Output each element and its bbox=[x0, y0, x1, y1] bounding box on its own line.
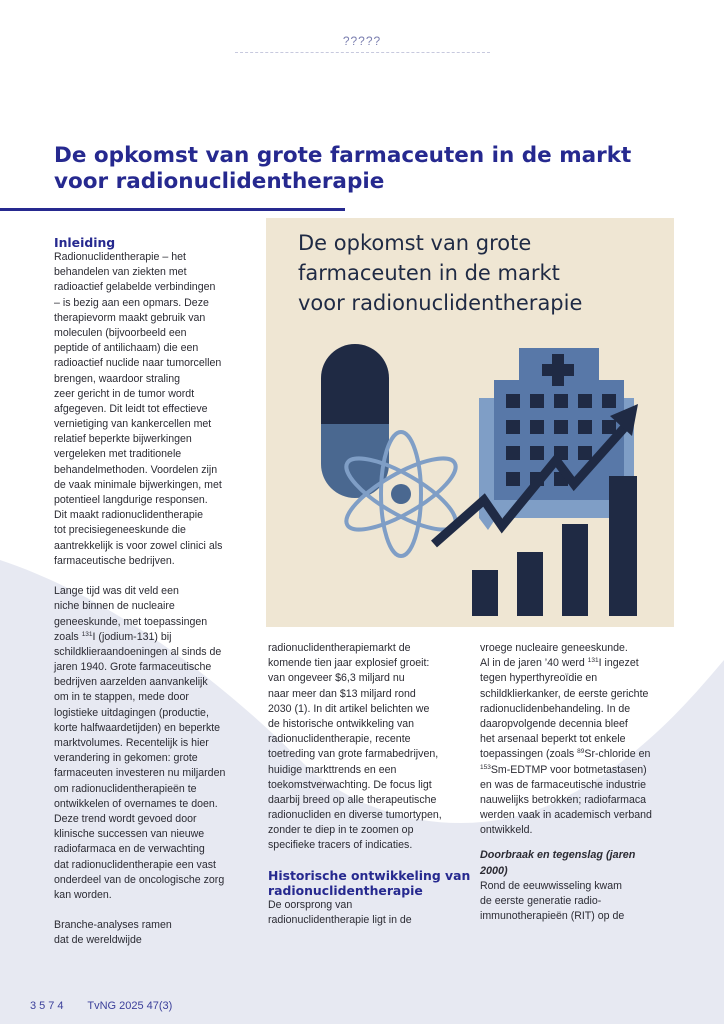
text-line: potentieel langdurige responsen. bbox=[54, 494, 208, 506]
subheading-doorbraak bbox=[480, 848, 680, 878]
figure-title-line: voor radionuclidentherapie bbox=[298, 291, 583, 315]
text-line: daarbij breed op alle therapeutische bbox=[268, 793, 437, 806]
text-line: brengen, waardoor straling bbox=[54, 372, 181, 385]
text-line: aantrekkelijk is voor zowel clinici als bbox=[54, 539, 223, 552]
text-line: Radionuclidentherapie – het bbox=[54, 251, 186, 263]
isotope-superscript: 153 bbox=[480, 763, 491, 771]
subheading-line: Doorbraak en tegenslag (jaren bbox=[480, 849, 636, 862]
text-line: radionuclidentherapie ligt in de bbox=[268, 913, 412, 926]
text-line: Lange tijd was dit veld een bbox=[54, 585, 179, 598]
figure-title-line: farmaceuten in de markt bbox=[298, 261, 560, 285]
text-line: tegen hyperthyreoïdie en bbox=[480, 672, 598, 685]
text-line: radiofarmaca en de verwachting bbox=[54, 843, 205, 856]
text-line: nauwelijks betrokken; radiofarmaca bbox=[480, 793, 647, 806]
figure-title-line: De opkomst van grote bbox=[298, 231, 532, 255]
text-line: komende tien jaar explosief groeit: bbox=[268, 657, 430, 670]
paragraph bbox=[480, 879, 680, 925]
isotope-superscript: 131 bbox=[587, 657, 599, 665]
text-line: marktvolumes. Recentelijk is hier bbox=[54, 737, 209, 749]
text-line: Dit maakt radionuclidentherapie bbox=[54, 509, 203, 522]
text-line: therapievorm maakt gebruik van bbox=[54, 311, 206, 324]
text-line bbox=[480, 747, 680, 762]
text-line: schildklierkanker, de eerste gerichte bbox=[480, 687, 649, 700]
text-line: afgegeven. Dit leidt tot effectieve bbox=[54, 402, 208, 415]
text-fragment: Al in de jaren ’40 werd bbox=[480, 657, 588, 670]
text-line: behandelmethoden. Voordelen zijn bbox=[54, 463, 218, 476]
text-line: zeer gericht in de tumor wordt bbox=[54, 387, 195, 400]
text-line: om radionuclidentherapieën te bbox=[54, 782, 197, 795]
text-line: dat de wereldwijde bbox=[54, 934, 142, 947]
subheading-line: 2000) bbox=[480, 864, 508, 877]
text-line: tot precisiegeneeskunde die bbox=[54, 524, 186, 537]
text-fragment: I ingezet bbox=[598, 657, 639, 670]
text-line: farmaceutische bedrijven. bbox=[54, 554, 175, 567]
text-line: bedrijven aarzelden aanvankelijk bbox=[54, 676, 208, 689]
text-fragment: Sr-chloride en bbox=[584, 748, 651, 761]
text-line: radionucliden en diverse tumortypen, bbox=[268, 809, 442, 822]
text-line: zonder te diep in te zoomen op bbox=[268, 824, 414, 837]
text-line: specifieke tracers of indicaties. bbox=[268, 839, 413, 852]
text-line: van ongeveer $6,3 miljard nu bbox=[268, 672, 405, 685]
paragraph bbox=[268, 898, 468, 928]
text-line: ontwikkeld. bbox=[480, 824, 533, 837]
article-figure bbox=[266, 218, 674, 627]
text-line: immunotherapieën (RIT) op de bbox=[480, 910, 625, 923]
isotope-superscript: 89 bbox=[577, 748, 585, 756]
text-line: naar meer dan $13 miljard rond bbox=[268, 687, 416, 700]
text-fragment: Sm-EDTMP voor botmetastasen) bbox=[490, 763, 647, 776]
text-line: de historische ontwikkeling van bbox=[268, 717, 415, 730]
text-fragment: zoals bbox=[54, 630, 82, 643]
section-heading-inleiding: Inleiding bbox=[54, 235, 116, 250]
paragraph-2 bbox=[54, 645, 259, 903]
text-line: dat radionuclidentherapie een vast bbox=[54, 858, 216, 871]
text-line: radionuclidentherapie, recente bbox=[268, 733, 411, 746]
text-line: Branche-analyses ramen bbox=[54, 919, 172, 932]
text-line: vernietiging van kankercellen met bbox=[54, 418, 212, 431]
page-footer bbox=[30, 1000, 172, 1012]
heading-line: radionuclidentherapie bbox=[268, 882, 423, 898]
text-line: radionuclidenbehandeling. In de bbox=[480, 702, 631, 715]
heading-line: Historische ontwikkeling van bbox=[268, 867, 471, 883]
header-mark: ????? bbox=[342, 34, 382, 48]
text-line: vroege nucleaire geneeskunde. bbox=[480, 642, 628, 654]
column-3 bbox=[480, 641, 680, 924]
title-line: voor radionuclidentherapie bbox=[54, 169, 385, 194]
text-line: kan worden. bbox=[54, 888, 112, 901]
paragraph bbox=[480, 778, 680, 839]
text-fragment: I (jodium-131) bij bbox=[92, 630, 172, 643]
text-line: de vaak minimale bijwerkingen, met bbox=[54, 478, 222, 491]
paragraph-3 bbox=[54, 918, 259, 948]
figure-title bbox=[298, 228, 668, 318]
text-line: logistieke uitdagingen (productie, bbox=[54, 706, 209, 719]
journal-citation: TvNG 2025 47(3) bbox=[87, 1000, 173, 1012]
text-line bbox=[480, 763, 680, 778]
text-line bbox=[480, 656, 680, 671]
text-line: toekomstverwachting. De focus ligt bbox=[268, 778, 432, 791]
column-2 bbox=[268, 641, 471, 928]
text-line: relatief beperkte bijwerkingen bbox=[54, 433, 192, 446]
text-line: onderdeel van de oncologische zorg bbox=[54, 873, 225, 886]
column-1 bbox=[54, 235, 259, 949]
text-line: Deze trend wordt gevoed door bbox=[54, 812, 197, 825]
paragraph-1 bbox=[54, 250, 259, 569]
text-line: schildklieraandoeningen al sinds de bbox=[54, 645, 222, 658]
text-line: om in te stappen, mede door bbox=[54, 691, 189, 704]
text-line: en was de farmaceutische industrie bbox=[480, 778, 647, 791]
text-line: jaren 1940. Grote farmaceutische bbox=[54, 661, 212, 674]
text-line: 2030 (1). In dit artikel belichten we bbox=[268, 702, 430, 715]
text-line: peptide of antilichaam) die een bbox=[54, 342, 199, 355]
section-heading-historie bbox=[268, 867, 471, 898]
isotope-superscript: 131 bbox=[81, 630, 93, 638]
text-line: niche binnen de nucleaire bbox=[54, 600, 175, 613]
text-line: vergeleken met traditionele bbox=[54, 448, 182, 461]
text-line bbox=[54, 630, 259, 645]
title-line: De opkomst van grote farmaceuten in de markt bbox=[54, 143, 632, 168]
text-line: verandering in gekomen: grote bbox=[54, 752, 198, 765]
text-line: werden vaak in academisch verband bbox=[480, 809, 652, 822]
page-number: 3574 bbox=[30, 1000, 67, 1012]
text-line: Rond de eeuwwisseling kwam bbox=[480, 879, 622, 892]
text-line: De oorsprong van bbox=[268, 898, 353, 911]
text-line: geneeskunde, met toepassingen bbox=[54, 615, 208, 628]
text-line: korte halfwaardetijden) en beperkte bbox=[54, 721, 221, 734]
text-line: daaropvolgende decennia bleef bbox=[480, 717, 628, 730]
text-line: de eerste generatie radio- bbox=[480, 895, 602, 908]
paragraph bbox=[480, 671, 680, 747]
text-line: toetreding van grote farmabedrijven, bbox=[268, 748, 439, 761]
text-line: ontwikkelen of overnames te doen. bbox=[54, 797, 218, 810]
text-line: huidige markttrends en een bbox=[268, 763, 397, 776]
text-line: radioactief nuclide naar tumorcellen bbox=[54, 357, 222, 370]
text-line: radioactief gelabelde verbindingen bbox=[54, 281, 216, 294]
pill-capsule-icon bbox=[321, 344, 389, 498]
text-line: klinische successen van nieuwe bbox=[54, 828, 205, 841]
text-line: – is bezig aan een opmars. Deze bbox=[54, 296, 209, 309]
text-line: behandelen van ziekten met bbox=[54, 266, 187, 279]
header-rule bbox=[235, 52, 490, 54]
title-rule bbox=[0, 208, 345, 211]
text-fragment: toepassingen (zoals bbox=[480, 748, 578, 761]
text-line: moleculen (bijvoorbeeld een bbox=[54, 326, 187, 339]
paragraph bbox=[268, 641, 468, 854]
text-line: farmaceuten investeren nu miljarden bbox=[54, 767, 226, 780]
text-line: radionuclidentherapiemarkt de bbox=[268, 642, 411, 654]
text-line: het arsenaal beperkt tot enkele bbox=[480, 733, 626, 746]
article-title bbox=[54, 143, 674, 195]
